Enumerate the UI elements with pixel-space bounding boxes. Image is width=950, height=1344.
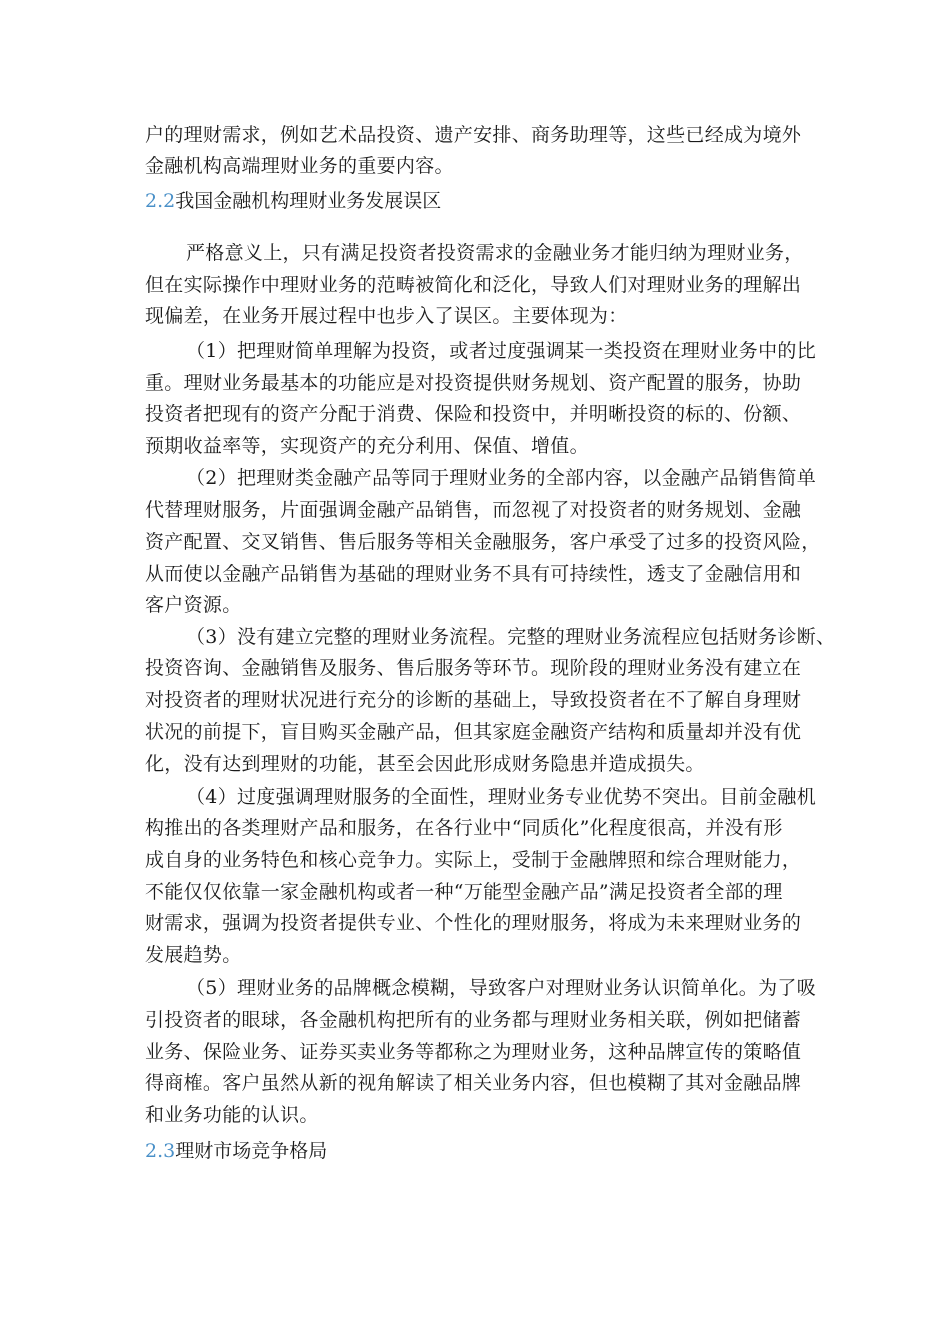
- paragraph-line: （1）把理财简单理解为投资，或者过度强调某一类投资在理财业务中的比: [186, 340, 816, 362]
- paragraph-line: 和业务功能的认识。: [145, 1104, 319, 1126]
- paragraph-line: 构推出的各类理财产品和服务，在各行业中“同质化”化程度很高，并没有形: [145, 817, 783, 839]
- paragraph-line: 引投资者的眼球，各金融机构把所有的业务都与理财业务相关联，例如把储蓄: [145, 1009, 802, 1031]
- paragraph-line: 预期收益率等，实现资产的充分利用、保值、增值。: [145, 435, 589, 457]
- paragraph-line: 业务、保险业务、证券买卖业务等都称之为理财业务，这种品牌宣传的策略值: [145, 1041, 802, 1063]
- section-heading-2-2: [145, 189, 441, 213]
- paragraph-line: （5）理财业务的品牌概念模糊，导致客户对理财业务认识简单化。为了吸: [186, 977, 816, 999]
- intro-line: 金融机构高端理财业务的重要内容。: [145, 155, 454, 177]
- paragraph-line: 化，没有达到理财的功能，甚至会因此形成财务隐患并造成损失。: [145, 753, 705, 775]
- section-number: 2.3: [145, 1140, 176, 1162]
- paragraph-line: 财需求，强调为投资者提供专业、个性化的理财服务，将成为未来理财业务的: [145, 912, 802, 934]
- paragraph-line: （4）过度强调理财服务的全面性，理财业务专业优势不突出。目前金融机: [186, 786, 816, 808]
- paragraph-line: 但在实际操作中理财业务的范畴被简化和泛化，导致人们对理财业务的理解出: [145, 274, 802, 296]
- paragraph-line: 投资咨询、金融销售及服务、售后服务等环节。现阶段的理财业务没有建立在: [145, 657, 802, 679]
- paragraph-line: 客户资源。: [145, 594, 242, 616]
- paragraph-line: 现偏差，在业务开展过程中也步入了误区。主要体现为：: [145, 305, 628, 327]
- section-title: 理财市场竞争格局: [175, 1140, 328, 1162]
- paragraph-line: 状况的前提下，盲目购买金融产品，但其家庭金融资产结构和质量却并没有优: [145, 721, 802, 743]
- paragraph-line: 代替理财服务，片面强调金融产品销售，而忽视了对投资者的财务规划、金融: [145, 499, 802, 521]
- paragraph-line: 得商榷。客户虽然从新的视角解读了相关业务内容，但也模糊了其对金融品牌: [145, 1072, 802, 1094]
- paragraph-line: 投资者把现有的资产分配于消费、保险和投资中，并明晰投资的标的、份额、: [145, 403, 802, 425]
- section-number: 2.2: [145, 190, 176, 212]
- paragraph-line: 重。理财业务最基本的功能应是对投资提供财务规划、资产配置的服务，协助: [145, 372, 802, 394]
- paragraph-line: 对投资者的理财状况进行充分的诊断的基础上，导致投资者在不了解自身理财: [145, 689, 802, 711]
- paragraph-line: 从而使以金融产品销售为基础的理财业务不具有可持续性，透支了金融信用和: [145, 563, 802, 585]
- section-title: 我国金融机构理财业务发展误区: [175, 190, 442, 212]
- paragraph-line: 严格意义上，只有满足投资者投资需求的金融业务才能归纳为理财业务，: [186, 242, 804, 264]
- paragraph-line: （2）把理财类金融产品等同于理财业务的全部内容，以金融产品销售简单: [186, 467, 816, 489]
- paragraph-line: 发展趋势。: [145, 944, 242, 966]
- intro-line: 户的理财需求，例如艺术品投资、遗产安排、商务助理等，这些已经成为境外: [145, 124, 802, 146]
- paragraph-line: 成自身的业务特色和核心竞争力。实际上，受制于金融牌照和综合理财能力，: [145, 849, 802, 871]
- paragraph-line: 不能仅仅依靠一家金融机构或者一种“万能型金融产品”满足投资者全部的理: [145, 881, 783, 903]
- paragraph-line: 资产配置、交叉销售、售后服务等相关金融服务，客户承受了过多的投资风险，: [145, 531, 821, 553]
- paragraph-line: （3）没有建立完整的理财业务流程。完整的理财业务流程应包括财务诊断、: [186, 626, 836, 648]
- section-heading-2-3: [145, 1139, 327, 1163]
